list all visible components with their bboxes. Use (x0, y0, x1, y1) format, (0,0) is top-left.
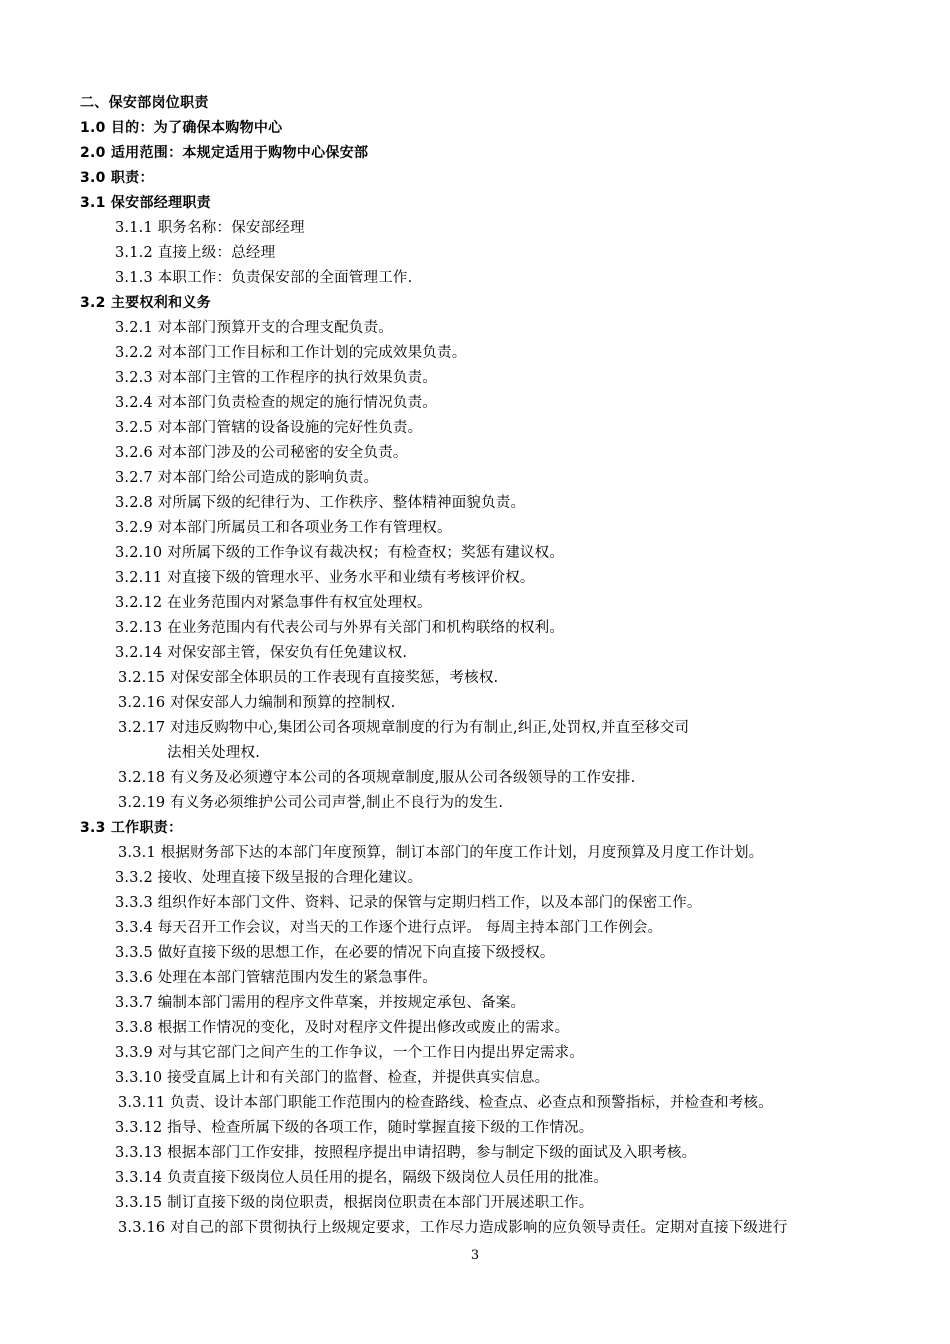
list-item: 3.2.17 对违反购物中心,集团公司各项规章制度的行为有制止,纠正,处罚权,并直至移交司 (118, 720, 690, 736)
list-item: 3.2.8 对所属下级的纪律行为、工作秩序、整体精神面貌负责。 (115, 495, 526, 511)
list-item: 3.2.1 对本部门预算开支的合理支配负责。 (115, 320, 393, 336)
list-item: 3.3.9 对与其它部门之间产生的工作争议，一个工作日内提出界定需求。 (115, 1045, 585, 1061)
section-heading: 二、保安部岗位职责 (80, 95, 209, 111)
list-item: 3.3.3 组织作好本部门文件、资料、记录的保管与定期归档工作，以及本部门的保密工作。 (115, 895, 702, 911)
list-item: 3.3.10 接受直属上计和有关部门的监督、检查，并提供真实信息。 (115, 1070, 550, 1086)
subsection-title-3-1: 3.1 保安部经理职责 (80, 195, 211, 211)
list-item: 3.3.8 根据工作情况的变化，及时对程序文件提出修改或废止的需求。 (115, 1020, 570, 1036)
duties-heading: 3.0 职责： (80, 170, 154, 186)
list-item: 3.3.11 负责、设计本部门职能工作范围内的检查路线、检查点、必查点和预警指标，并检查和考核。 (118, 1095, 773, 1111)
list-item: 3.3.14 负责直接下级岗位人员任用的提名，隔级下级岗位人员任用的批准。 (115, 1170, 609, 1186)
list-item: 3.3.12 指导、检查所属下级的各项工作，随时掌握直接下级的工作情况。 (115, 1120, 594, 1136)
subsection-title-3-3: 3.3 工作职责： (80, 820, 183, 836)
list-item: 3.2.15 对保安部全体职员的工作表现有直接奖惩，考核权. (118, 670, 499, 686)
list-item: 3.2.9 对本部门所属员工和各项业务工作有管理权。 (115, 520, 452, 536)
list-item: 3.2.13 在业务范围内有代表公司与外界有关部门和机构联络的权利。 (115, 620, 565, 636)
subsection-title-3-2: 3.2 主要权利和义务 (80, 295, 211, 311)
list-item: 3.2.16 对保安部人力编制和预算的控制权. (118, 695, 396, 711)
list-item-continuation: 法相关处理权. (167, 745, 261, 761)
list-item: 3.2.11 对直接下级的管理水平、业务水平和业绩有考核评价权。 (115, 570, 535, 586)
list-item: 3.2.12 在业务范围内对紧急事件有权宜处理权。 (115, 595, 432, 611)
list-item: 3.2.2 对本部门工作目标和工作计划的完成效果负责。 (115, 345, 467, 361)
list-item: 3.3.15 制订直接下级的岗位职责，根据岗位职责在本部门开展述职工作。 (115, 1195, 594, 1211)
list-item: 3.3.4 每天召开工作会议，对当天的工作逐个进行点评。 每周主持本部门工作例会。 (115, 920, 663, 936)
list-item: 3.1.3 本职工作：负责保安部的全面管理工作. (115, 270, 413, 286)
purpose-line: 1.0 目的：为了确保本购物中心 (80, 120, 283, 136)
list-item: 3.3.6 处理在本部门管辖范围内发生的紧急事件。 (115, 970, 438, 986)
list-item: 3.2.3 对本部门主管的工作程序的执行效果负责。 (115, 370, 438, 386)
list-item: 3.2.6 对本部门涉及的公司秘密的安全负责。 (115, 445, 408, 461)
list-item: 3.2.5 对本部门管辖的设备设施的完好性负责。 (115, 420, 423, 436)
list-item: 3.2.19 有义务必须维护公司公司声誉,制止不良行为的发生. (118, 795, 504, 811)
list-item: 3.3.13 根据本部门工作安排，按照程序提出申请招聘，参与制定下级的面试及入职考核。 (115, 1145, 697, 1161)
list-item: 3.3.16 对自己的部下贯彻执行上级规定要求，工作尽力造成影响的应负领导责任。定期对直接下级进行 (118, 1220, 788, 1236)
list-item: 3.2.7 对本部门给公司造成的影响负责。 (115, 470, 379, 486)
list-item: 3.3.2 接收、处理直接下级呈报的合理化建议。 (115, 870, 423, 886)
list-item: 3.2.4 对本部门负责检查的规定的施行情况负责。 (115, 395, 438, 411)
scope-line: 2.0 适用范围：本规定适用于购物中心保安部 (80, 145, 369, 161)
list-item: 3.3.1 根据财务部下达的本部门年度预算，制订本部门的年度工作计划，月度预算及月度工作计划。 (118, 845, 764, 861)
list-item: 3.2.10 对所属下级的工作争议有裁决权；有检查权；奖惩有建议权。 (115, 545, 565, 561)
list-item: 3.2.14 对保安部主管，保安负有任免建议权. (115, 645, 408, 661)
list-item: 3.3.7 编制本部门需用的程序文件草案，并按规定承包、备案。 (115, 995, 526, 1011)
page-number: 3 (470, 1248, 480, 1263)
list-item: 3.2.18 有义务及必须遵守本公司的各项规章制度,服从公司各级领导的工作安排. (118, 770, 636, 786)
list-item: 3.1.2 直接上级：总经理 (115, 245, 276, 261)
list-item: 3.3.5 做好直接下级的思想工作，在必要的情况下向直接下级授权。 (115, 945, 555, 961)
list-item: 3.1.1 职务名称：保安部经理 (115, 220, 305, 236)
